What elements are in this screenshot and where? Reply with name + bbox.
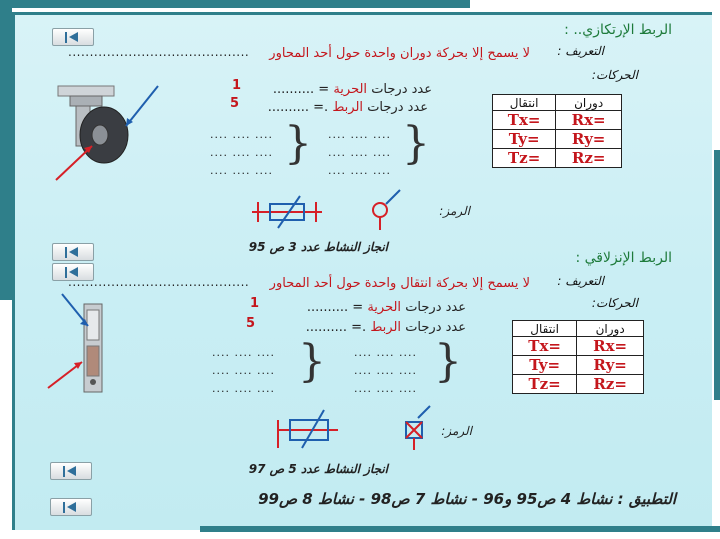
section2-definition-label: التعريف : <box>557 274 604 288</box>
table-cell: Ty= <box>493 130 556 149</box>
table-cell: Tz= <box>493 149 556 168</box>
blank-row: .... .... .... <box>210 128 273 141</box>
drawer-slide-image <box>40 290 120 400</box>
prev-slide-icon <box>63 466 65 477</box>
section1-symbol-label: الرمز: <box>439 204 470 218</box>
slide-screw <box>90 379 96 385</box>
dof-freedom-eq: = .......... <box>306 300 364 315</box>
blank-row: .... .... .... <box>354 382 417 395</box>
prev-slide-triangle <box>67 502 76 512</box>
section1-dof-freedom-value: 1 <box>232 78 242 93</box>
section2-dof-link-value: 5 <box>246 316 256 331</box>
section1-title <box>564 22 672 38</box>
prev-slide-icon <box>65 267 67 278</box>
slide-carriage <box>87 310 99 340</box>
application-line: التطبيق : نشاط 4 ص95 و96 - نشاط 7 ص98 - نشاط 8 ص99 <box>258 490 676 508</box>
table-header-row <box>513 321 644 337</box>
section2-definition-dots: .......................................... <box>68 275 250 289</box>
section2-movements-label: الحركات: <box>591 296 638 310</box>
dof-freedom-eq: = .......... <box>272 82 330 97</box>
section1-movement-table <box>492 94 622 168</box>
brace-close: } <box>434 336 462 387</box>
arrow-red <box>56 146 92 180</box>
brace-close: } <box>284 118 312 169</box>
table-cell: Tz= <box>513 375 577 394</box>
dof-freedom-red: الحرية <box>333 82 368 97</box>
blank-row: .... .... .... <box>210 146 273 159</box>
table-row <box>493 111 622 130</box>
table-cell: Rz= <box>556 149 622 168</box>
prev-slide-icon <box>65 32 67 43</box>
section2-dof-freedom-value: 1 <box>250 296 260 311</box>
table-row <box>513 356 644 375</box>
section1-activity: انجاز النشاط عدد 3 ص 95 <box>248 240 388 254</box>
blank-row: .... .... .... <box>328 128 391 141</box>
section2-activity: انجاز النشاط عدد 5 ص 97 <box>248 462 388 476</box>
table-header-translation: انتقال <box>513 321 577 337</box>
table-header-translation: انتقال <box>493 95 556 111</box>
blank-row: .... .... .... <box>354 346 417 359</box>
table-cell: Ry= <box>577 356 644 375</box>
symbol-circle <box>373 203 387 217</box>
blank-row: .... .... .... <box>210 164 273 177</box>
section1-definition <box>269 42 530 61</box>
table-cell: Ry= <box>556 130 622 149</box>
prev-slide-triangle <box>69 32 78 42</box>
pivot-symbol-circle <box>362 186 406 232</box>
brace-close: } <box>402 118 430 169</box>
dof-freedom-text: عدد درجات <box>405 300 466 315</box>
blank-row: .... .... .... <box>328 146 391 159</box>
section1-definition-dots: .......................................... <box>68 45 250 59</box>
table-cell: Rx= <box>556 111 622 130</box>
table-header-row <box>493 95 622 111</box>
wheel-image <box>40 80 180 190</box>
table-row <box>493 130 622 149</box>
prev-slide-triangle <box>67 466 76 476</box>
section2-dof-freedom <box>307 300 466 315</box>
section2-definition-text: لا يسمح إلا بحركة انتقال واحدة حول أحد المحاور <box>269 276 530 291</box>
slide-symbol-linear <box>272 404 342 454</box>
table-header-rotation: دوران <box>556 95 622 111</box>
section1-dof-link <box>268 100 428 115</box>
prev-slide-button-5[interactable] <box>50 498 92 516</box>
section1-dof-freedom <box>273 82 432 97</box>
section2-symbol-label: الرمز: <box>441 424 472 438</box>
table-cell: Rz= <box>577 375 644 394</box>
dof-link-text: عدد درجات <box>405 320 466 335</box>
frame-bottom <box>200 526 720 532</box>
blank-row: .... .... .... <box>328 164 391 177</box>
blank-row: .... .... .... <box>354 364 417 377</box>
prev-slide-button-4[interactable] <box>50 462 92 480</box>
dof-link-red: الربط <box>332 100 364 115</box>
section2-title <box>575 250 672 266</box>
table-cell: Tx= <box>493 111 556 130</box>
symbol-slash <box>386 190 400 204</box>
slide-symbol-square <box>398 404 434 452</box>
wheel-hub <box>92 125 108 145</box>
section1-definition-label: التعريف : <box>557 44 604 58</box>
section2-movement-table <box>512 320 644 394</box>
prev-slide-button-1[interactable] <box>52 28 94 46</box>
blank-row: .... .... .... <box>212 346 275 359</box>
table-cell: Tx= <box>513 337 577 356</box>
section2-dof-link <box>306 320 466 335</box>
section2-title-suffix: : <box>575 250 581 266</box>
slide-block <box>87 346 99 376</box>
dof-link-eq: .= .......... <box>305 320 367 335</box>
wheel-swivel <box>70 96 102 106</box>
blank-row: .... .... .... <box>212 364 275 377</box>
table-row <box>513 375 644 394</box>
table-cell: Ty= <box>513 356 577 375</box>
arrow-blue <box>126 86 158 126</box>
section2-title-text: الربط الإنزلاقي <box>584 250 672 266</box>
wheel-plate <box>58 86 114 96</box>
brace-close: } <box>298 336 326 387</box>
table-row <box>493 149 622 168</box>
table-row <box>513 337 644 356</box>
dof-link-text: عدد درجات <box>367 100 428 115</box>
table-cell: Rx= <box>577 337 644 356</box>
prev-slide-icon <box>63 502 65 513</box>
dof-freedom-red: الحرية <box>367 300 402 315</box>
frame-left <box>0 0 12 300</box>
section1-definition-text: لا يسمح إلا بحركة دوران واحدة حول أحد المحاور <box>269 46 530 61</box>
frame-top <box>0 0 470 8</box>
symbol-slash <box>418 406 430 418</box>
prev-slide-icon <box>65 247 67 258</box>
dof-link-red: الربط <box>370 320 402 335</box>
prev-slide-triangle <box>69 247 78 257</box>
section1-dof-link-value: 5 <box>230 96 240 111</box>
prev-slide-button-2[interactable] <box>52 243 94 261</box>
table-header-rotation: دوران <box>577 321 644 337</box>
dof-freedom-text: عدد درجات <box>371 82 432 97</box>
dof-link-eq: .= .......... <box>267 100 329 115</box>
blank-row: .... .... .... <box>212 382 275 395</box>
section2-definition <box>270 272 530 291</box>
section1-movements-label: الحركات: <box>591 68 638 82</box>
section1-title-text: الربط الإرتكازي <box>582 22 672 38</box>
frame-right <box>714 150 720 400</box>
pivot-symbol-linear <box>248 192 326 232</box>
section1-title-suffix: .. : <box>564 22 583 38</box>
